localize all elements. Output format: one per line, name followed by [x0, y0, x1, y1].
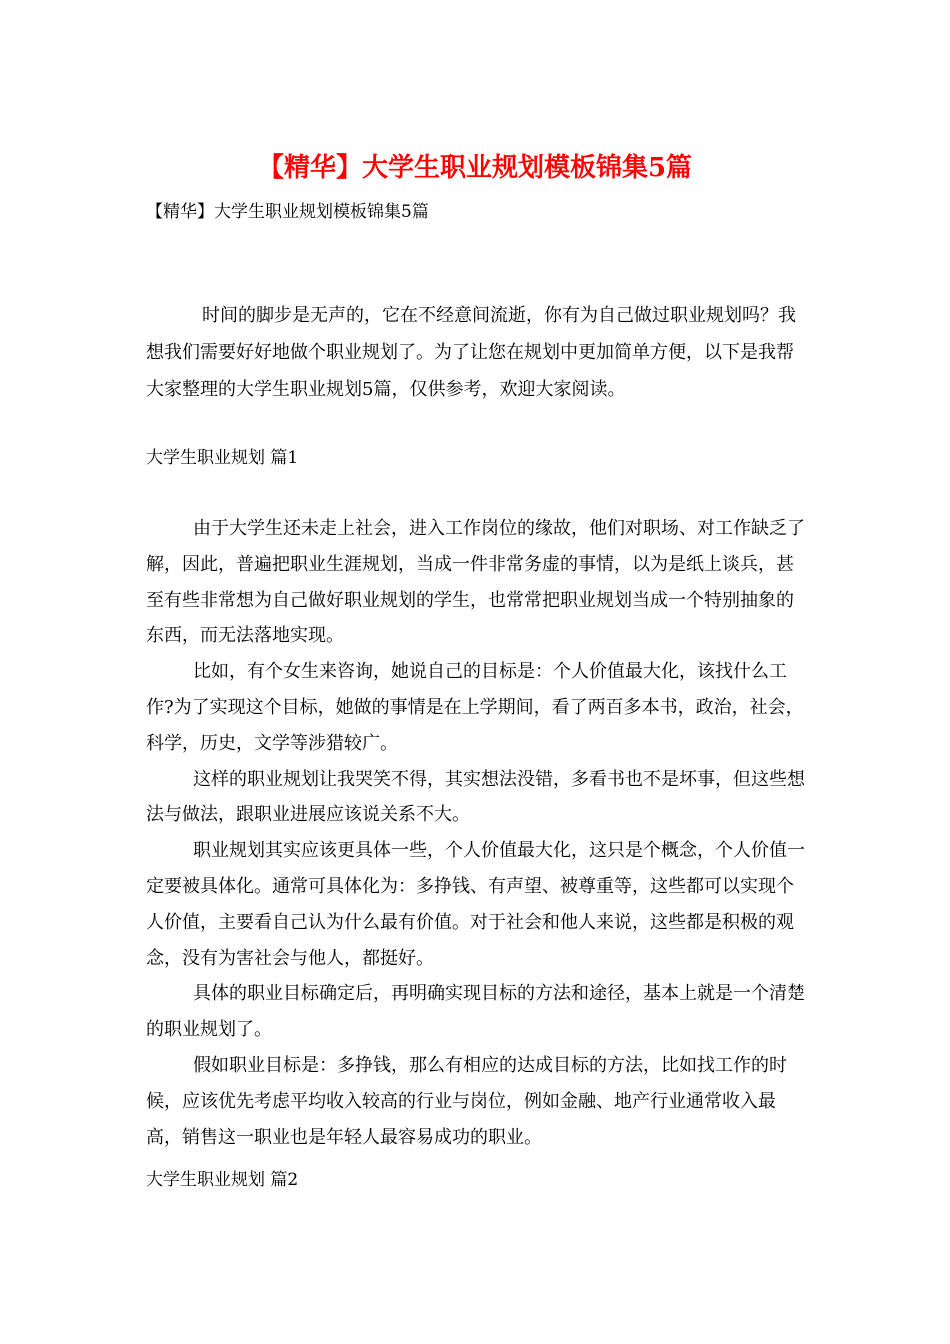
- body-paragraph: 这样的职业规划让我哭笑不得，其实想法没错，多看书也不是坏事，但这些想法与做法，跟职业进展应该说关系不大。: [146, 768, 805, 826]
- intro-paragraph: 时间的脚步是无声的，它在不经意间流逝，你有为自己做过职业规划吗？我想我们需要好好地做个职业规划了。为了让您在规划中更加简单方便，以下是我帮大家整理的大学生职业规划5篇，仅供参考，欢迎大家阅读。: [146, 305, 796, 400]
- section-heading: 大学生职业规划 篇1: [146, 448, 299, 468]
- document-subtitle: 【精华】大学生职业规划模板锦集5篇: [146, 202, 429, 222]
- document-title: 【精华】大学生职业规划模板锦集5篇: [257, 153, 693, 183]
- body-paragraph: 具体的职业目标确定后，再明确实现目标的方法和途径，基本上就是一个清楚的职业规划了。: [146, 983, 805, 1041]
- body-paragraph: 比如，有个女生来咨询，她说自己的目标是：个人价值最大化，该找什么工作?为了实现这个目标，她做的事情是在上学期间，看了两百多本书，政治，社会，科学，历史，文学等涉猎较广。: [146, 661, 804, 754]
- section-body: [146, 511, 808, 1155]
- body-paragraph: 职业规划其实应该更具体一些，个人价值最大化，这只是个概念，个人价值一定要被具体化。通常可具体化为：多挣钱、有声望、被尊重等，这些都可以实现个人价值，主要看自己认为什么最有价值。对于社会和他人来说，这些都是积极的观念，没有为害社会与他人，都挺好。: [146, 840, 805, 969]
- section-heading: 大学生职业规划 篇2: [146, 1170, 299, 1190]
- body-paragraph: 由于大学生还未走上社会，进入工作岗位的缘故，他们对职场、对工作缺乏了解，因此，普遍把职业生涯规划，当成一件非常务虚的事情，以为是纸上谈兵，甚至有些非常想为自己做好职业规划的学生，也常常把职业规划当成一个特别抽象的东西，而无法落地实现。: [146, 518, 805, 647]
- body-paragraph: 假如职业目标是：多挣钱，那么有相应的达成目标的方法，比如找工作的时候，应该优先考虑平均收入较高的行业与岗位，例如金融、地产行业通常收入最高，销售这一职业也是年轻人最容易成功的职业。: [146, 1054, 787, 1148]
